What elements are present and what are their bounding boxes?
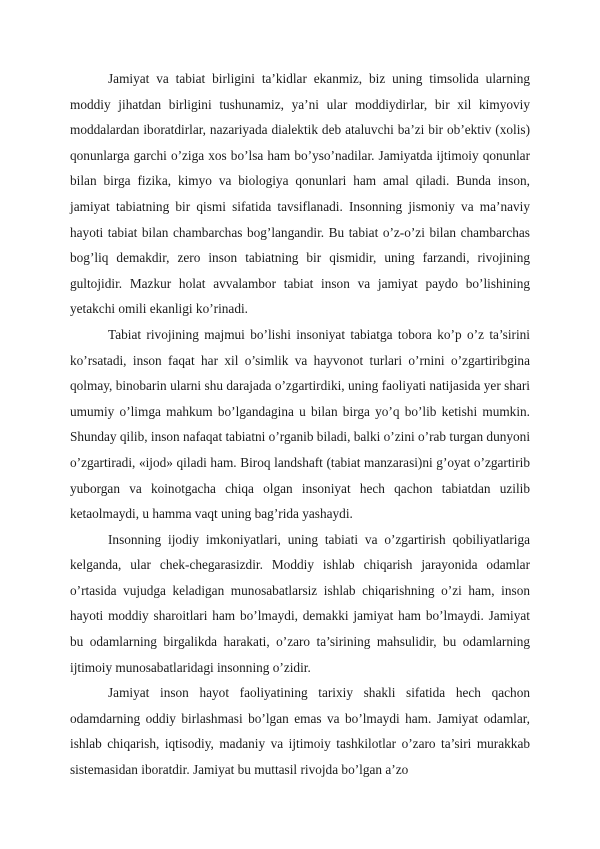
paragraph-3: Insonning ijodiy imkoniyatlari, uning tabiati va o’zgartirish qobiliyatlariga kelganda, ular chek-chegarasizdir. Moddiy ishlab chiqarish jarayonida odamlar o’rtasida vujudga keladigan munosabatlarsiz ishlab chiqarishning o’zi ham, inson hayoti moddiy sharoitlari ham bo’lmaydi, demakki jamiyat ham bo’lmaydi. Jamiyat bu odamlarning birgalikda harakati, o’zaro ta’sirining mahsulidir, bu odamlarning ijtimoiy munosabatlaridagi insonning o’zidir. <box>70 531 530 675</box>
paragraph-1: Jamiyat va tabiat birligini ta’kidlar ekanmiz, biz uning timsolida ularning moddiy jihatdan birligini tushunamiz, ya’ni ular moddiydirlar, bir xil kimyoviy moddalardan iboratdirlar, nazariyada dialektik deb ataluvchi ba’zi bir ob’ektiv (xolis) qonunlarga garchi o’ziga xos bo’lsa ham bo’ysо’nadilar. Jamiyatda ijtimoiy qonunlar bilan birga fizika, kimyo va biologiya qonunlari ham amal qiladi. Bunda inson, jamiyat tabiatning bir qismi sifatida tavsiflanadi. Insonning jismoniy va ma’naviy hayoti tabiat bilan chambarchas bog’langandir. Bu tabiat o’z-o’zi bilan chambarchas bog’liq demakdir, zero inson tabiatning bir qismidir, uning farzandi, rivojining gultojidir. Mazkur holat avvalambor tabiat inson va jamiyat paydo bo’lishining yetakchi omili ekanligi ko’rinadi. <box>70 71 530 317</box>
paragraph-4: Jamiyat inson hayot faoliyatining tarixiy shakli sifatida hech qachon odamdarning oddiy birlashmasi bo’lgan emas va bo’lmaydi ham. Jamiyat odamlar, ishlab chiqarish, iqtisodiy, madaniy va ijtimoiy tashkilotlar o’zaro ta’siri murakkab sistemasidan iboratdir. Jamiyat bu muttasil rivojda bo’lgan a’zo <box>70 685 530 778</box>
paragraph-2: Tabiat rivojining majmui bo’lishi insoniyat tabiatga tobora ko’p o’z ta’sirini ko’rsatadi, inson faqat har xil o’simlik va hayvonot turlari o’rnini o’zgartiribgina qolmay, binobarin ularni shu darajada o’zgartirdiki, uning faoliyati natijasida yer shari umumiy o’limga mahkum bo’lgandagina u bilan birga yo’q bo’lib ketishi mumkin. Shunday qilib, inson nafaqat tabiatni o’rganib biladi, balki o’zini o’rab turgan dunyoni o’zgartiradi, «ijod» qiladi ham. Biroq landshaft (tabiat manzarasi)ni g’oyat o’zgartirib yuborgan va koinotgacha chiqa olgan insoniyat hech qachon tabiatdan uzilib ketaolmaydi, u hamma vaqt uning bag’rida yashaydi. <box>70 326 531 522</box>
